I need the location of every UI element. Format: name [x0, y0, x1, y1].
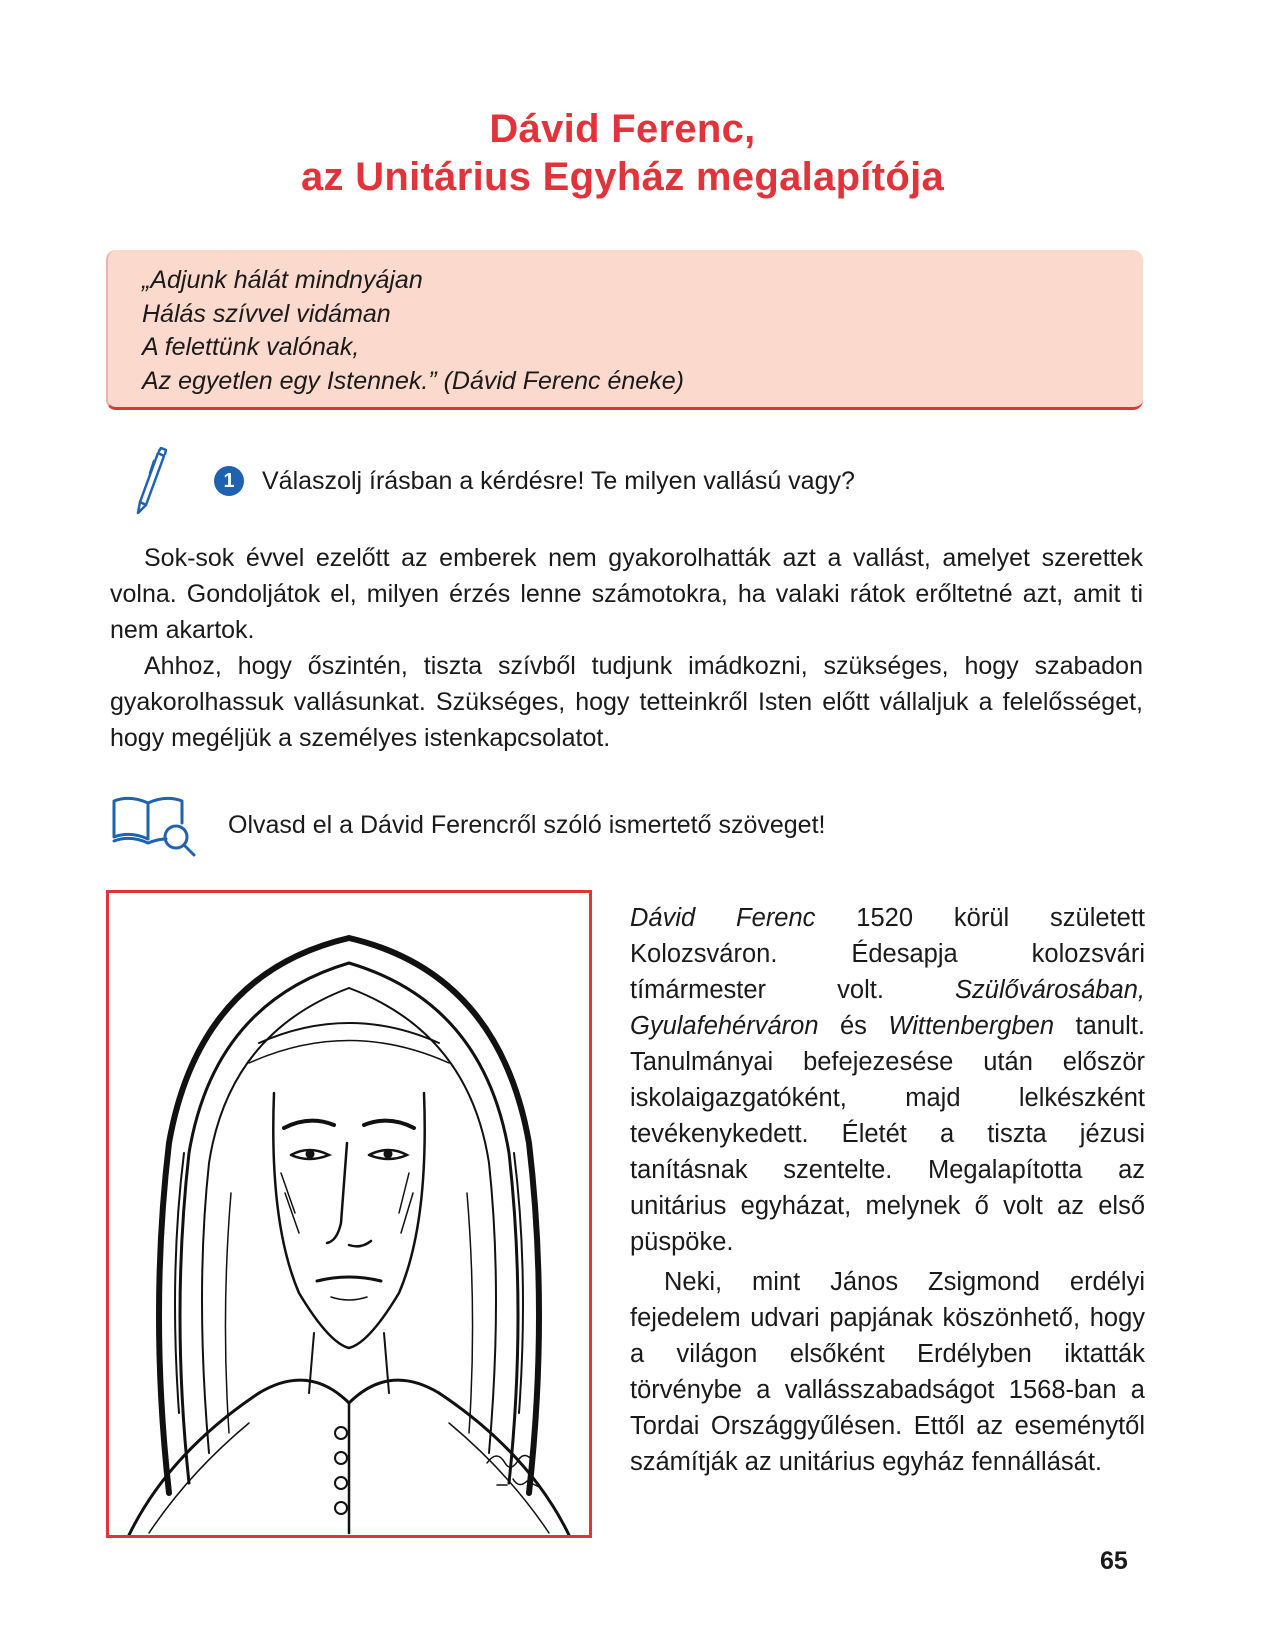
bio-text: 1520 körül született Kolozsváron. Édesapja kolozsvári tímármester volt.: [630, 904, 1145, 1004]
book-magnifier-icon: [110, 793, 200, 868]
quote-line: Az egyetlen egy Istennek.” (Dávid Ferenc éneke): [142, 366, 684, 395]
paragraph: Ahhoz, hogy őszintén, tiszta szívből tudjunk imádkozni, szükséges, hogy szabadon gyakorolhassuk vallásunkat. Szükséges, hogy tetteinkről Isten előtt vállaljuk a felelősséget, hogy megéljük a személyes istenkapcsolatot.: [110, 652, 1143, 752]
title-line-2: az Unitárius Egyház megalapítója: [300, 155, 945, 199]
place-name: Szülővárosában, Gyulafehérváron: [630, 976, 1145, 1040]
bio-text: tanult. Tanulmányai befejezesése után először iskolaigazgatóként, majd lelkészként tevékenykedett. Életét a tiszta jézusi tanításnak szentelte. Megalapította az unitárius egyházat, melynek ő volt az első püspöke.: [630, 1012, 1145, 1256]
biography-paragraph-2: Neki, mint János Zsigmond erdélyi fejedelem udvari papjának köszönhető, hogy a világon elsőként Erdélyben iktatták törvénybe a vallásszabadságot 1568-ban a Tordai Országgyűlésen. Ettől az eseménytől számítják az unitárius egyház fennállását.: [630, 1268, 1145, 1476]
paragraph: Sok-sok évvel ezelőtt az emberek nem gyakorolhatták azt a vallást, amelyet szerettek volna. Gondoljátok el, milyen érzés lenne számotokra, ha valaki rátok erőltetné azt, amit ti nem akartok.: [110, 544, 1143, 644]
biography-paragraph-1: [630, 900, 1145, 1260]
pen-icon: [132, 447, 172, 524]
page-number: 65: [1100, 1547, 1128, 1575]
portrait-illustration: [106, 890, 592, 1538]
bio-text: és: [818, 1012, 889, 1040]
task-number-badge: 1: [214, 466, 244, 496]
title-line-1: Dávid Ferenc,: [489, 107, 756, 151]
quote-line: Hálás szívvel vidáman: [142, 299, 391, 328]
quote-box: [106, 250, 1143, 410]
quote-line: „Adjunk hálát mindnyájan: [142, 266, 423, 294]
page-title: [0, 105, 1245, 201]
place-name: Wittenbergben: [888, 1012, 1055, 1040]
quote-line: A felettünk valónak,: [142, 333, 360, 361]
intro-text: [110, 540, 1143, 756]
biography-text: [630, 900, 1145, 1480]
person-name: Dávid Ferenc: [630, 904, 816, 932]
task-text: Válaszolj írásban a kérdésre! Te milyen vallású vagy?: [262, 467, 855, 495]
reading-instruction: Olvasd el a Dávid Ferencről szóló ismertető szöveget!: [228, 811, 826, 839]
